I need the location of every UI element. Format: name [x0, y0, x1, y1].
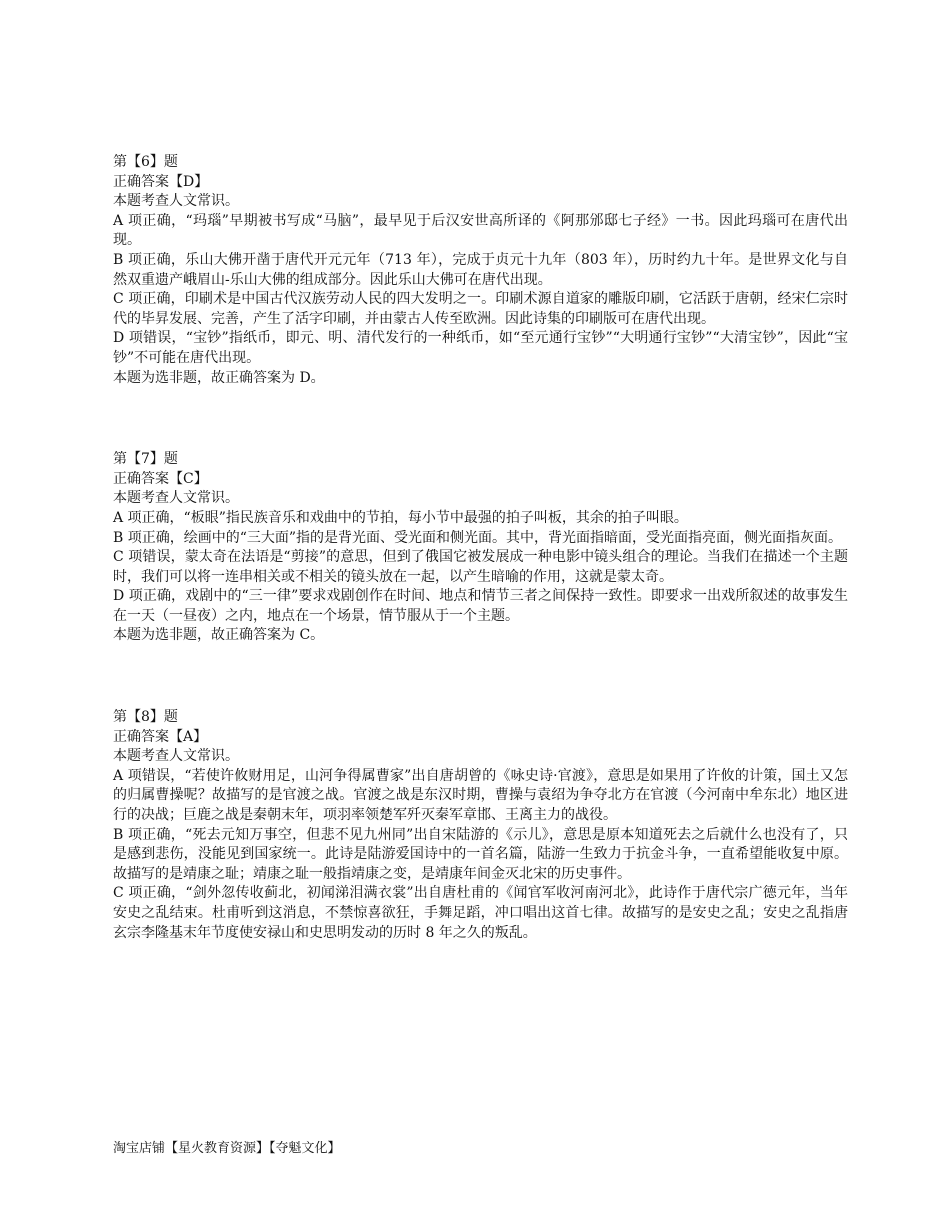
explanation-paragraph: 本题考查人文常识。 — [113, 748, 239, 765]
explanation-paragraph: C 项正确，印刷术是中国古代汉族劳动人民的四大发明之一。印刷术源自道家的雕版印刷，它活跃于唐朝，经宋仁宗时代的毕昇发展、完善，产生了活字印刷，并由蒙古人传至欧洲。因此诗集的印刷版可在唐代出现。 — [113, 291, 848, 327]
explanation-paragraph: 本题为选非题，故正确答案为 D。 — [113, 369, 325, 386]
explanation-paragraph: A 项正确，“板眼”指民族音乐和戏曲中的节拍，每小节中最强的拍子叫板，其余的拍子叫眼。 — [113, 509, 688, 526]
explanation-paragraph: D 项正确，戏剧中的“三一律”要求戏剧创作在时间、地点和情节三者之间保持一致性。即要求一出戏所叙述的故事发生在一天（一昼夜）之内，地点在一个场景，情节服从于一个主题。 — [113, 588, 848, 624]
explanation-paragraph: A 项错误，“若使许攸财用足，山河争得属曹家”出自唐胡曾的《咏史诗·官渡》，意思是如果用了许攸的计策，国土又怎的归属曹操呢？故描写的是官渡之战。官渡之战是东汉时期，曹操与袁绍为争夺北方在官渡（今河南中牟东北）地区进行的决战；巨鹿之战是秦朝末年，项羽率领楚军歼灭秦军章邯、王离主力的战役。 — [113, 767, 848, 824]
correct-answer: 正确答案【A】 — [113, 728, 208, 745]
question-title: 第【6】题 — [113, 154, 178, 170]
document-body — [113, 153, 848, 1005]
question-8 — [113, 708, 848, 943]
explanation-paragraph: C 项正确，“剑外忽传收蓟北，初闻涕泪满衣裳”出自唐杜甫的《闻官军收河南河北》，此诗作于唐代宗广德元年，当年安史之乱结束。杜甫听到这消息，不禁惊喜欲狂，手舞足蹈，冲口唱出这首七律。故描写的是安史之乱；安史之乱指唐玄宗李隆基末年节度使安禄山和史思明发动的历时 8 年之久的叛乱。 — [113, 885, 848, 941]
explanation-paragraph: C 项错误，蒙太奇在法语是“剪接”的意思，但到了俄国它被发展成一种电影中镜头组合的理论。当我们在描述一个主题时，我们可以将一连串相关或不相关的镜头放在一起，以产生暗喻的作用，这就是蒙太奇。 — [113, 549, 848, 585]
explanation-paragraph: A 项正确，“玛瑙”早期被书写成“马脑”，最早见于后汉安世高所译的《阿那邠邸七子经》一书。因此玛瑙可在唐代出现。 — [113, 212, 848, 249]
question-7 — [113, 450, 848, 646]
question-title: 第【8】题 — [113, 709, 178, 726]
explanation-paragraph: B 项正确，绘画中的“三大面”指的是背光面、受光面和侧光面。其中，背光面指暗面，受光面指亮面，侧光面指灰面。 — [113, 529, 843, 546]
correct-answer: 正确答案【D】 — [113, 173, 209, 190]
explanation-paragraph: 本题为选非题，故正确答案为 C。 — [113, 627, 325, 644]
explanation-paragraph: B 项正确，乐山大佛开凿于唐代开元元年（713 年），完成于贞元十九年（803 年），历时约九十年。是世界文化与自然双重遗产峨眉山-乐山大佛的组成部分。因此乐山大佛可在唐代出现。 — [113, 251, 848, 288]
explanation-paragraph: D 项错误，“宝钞”指纸币，即元、明、清代发行的一种纸币，如“至元通行宝钞”“大明通行宝钞”“大清宝钞”，因此“宝钞”不可能在唐代出现。 — [113, 330, 848, 366]
footer-shop-info: 淘宝店铺【星火教育资源】【夺魁文化】 — [113, 1141, 341, 1156]
explanation-paragraph: B 项正确，“死去元知万事空，但悲不见九州同”出自宋陆游的《示儿》，意思是原本知道死去之后就什么也没有了，只是感到悲伤，没能见到国家统一。此诗是陆游爱国诗中的一首名篇，陆游一生致力于抗金斗争，一直希望能收复中原。故描写的是靖康之耻；靖康之耻一般指靖康之变，是靖康年间金灭北宋的历史事件。 — [113, 826, 848, 882]
correct-answer: 正确答案【C】 — [113, 470, 208, 487]
explanation-paragraph: 本题考查人文常识。 — [113, 193, 239, 210]
explanation-paragraph: 本题考查人文常识。 — [113, 490, 239, 507]
question-title: 第【7】题 — [113, 451, 178, 468]
question-6 — [113, 153, 848, 388]
